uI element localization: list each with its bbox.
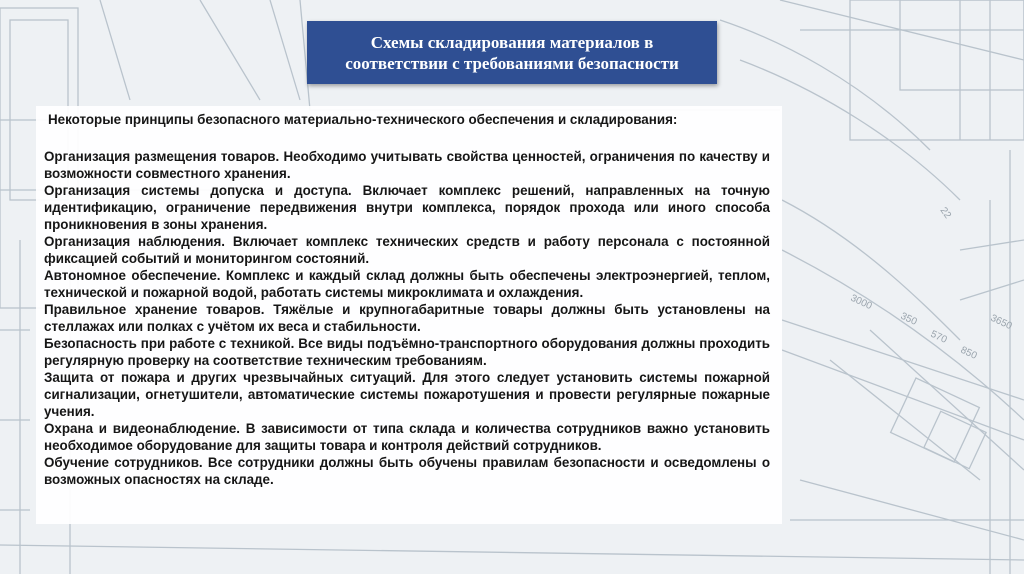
slide-title-line-2: соответствии с требованиями безопасности xyxy=(345,53,679,73)
blueprint-label: 350 xyxy=(898,310,919,328)
blueprint-label: 3650 xyxy=(988,312,1014,333)
principle-item: Организация размещения товаров. Необходимо учитывать свойства ценностей, ограничения по качеству и возможности совместного хранения. xyxy=(44,149,770,181)
blueprint-label: 22 xyxy=(937,205,953,221)
principles-list xyxy=(44,148,770,488)
principle-item: Организация наблюдения. Включает комплекс технических средств и работу персонала с постоянной фиксацией событий и мониторингом состояний. xyxy=(44,234,770,266)
principle-item: Обучение сотрудников. Все сотрудники должны быть обучены правилам безопасности и осведомлены о возможных опасностях на складе. xyxy=(44,455,770,487)
blueprint-label: 850 xyxy=(958,344,979,362)
slide-title xyxy=(307,21,717,84)
intro-text: Некоторые принципы безопасного материально-технического обеспечения и складирования: xyxy=(48,112,678,127)
principle-item: Организация системы допуска и доступа. Включает комплекс решений, направленных на точную идентификацию, ограничение передвижения внутри комплекса, порядок прохода или иного способа проникновения в зоны хранения. xyxy=(44,183,770,232)
blueprint-label: 570 xyxy=(928,328,949,346)
slide-title-line-1: Схемы складирования материалов в xyxy=(370,32,654,52)
principle-item: Безопасность при работе с техникой. Все виды подъёмно-транспортного оборудования должны проходить регулярную проверку на соответствие техническим требованиям. xyxy=(44,336,770,368)
principle-item: Автономное обеспечение. Комплекс и каждый склад должны быть обеспечены электроэнергией, теплом, технической и пожарной водой, работать системы микроклимата и охлаждения. xyxy=(44,268,770,300)
principle-item: Охрана и видеонаблюдение. В зависимости от типа склада и количества сотрудников важно установить необходимое оборудование для защиты товара и контроля действий сотрудников. xyxy=(44,421,770,453)
principle-item: Правильное хранение товаров. Тяжёлые и крупногабаритные товары должны быть установлены на стеллажах или полках с учётом их веса и стабильности. xyxy=(44,302,770,334)
blueprint-label: 3000 xyxy=(848,292,874,313)
principle-item: Защита от пожара и других чрезвычайных ситуаций. Для этого следует установить системы пожарной сигнализации, огнетушители, автоматические системы пожаротушения и провести регулярные пожарные учения. xyxy=(44,370,770,419)
